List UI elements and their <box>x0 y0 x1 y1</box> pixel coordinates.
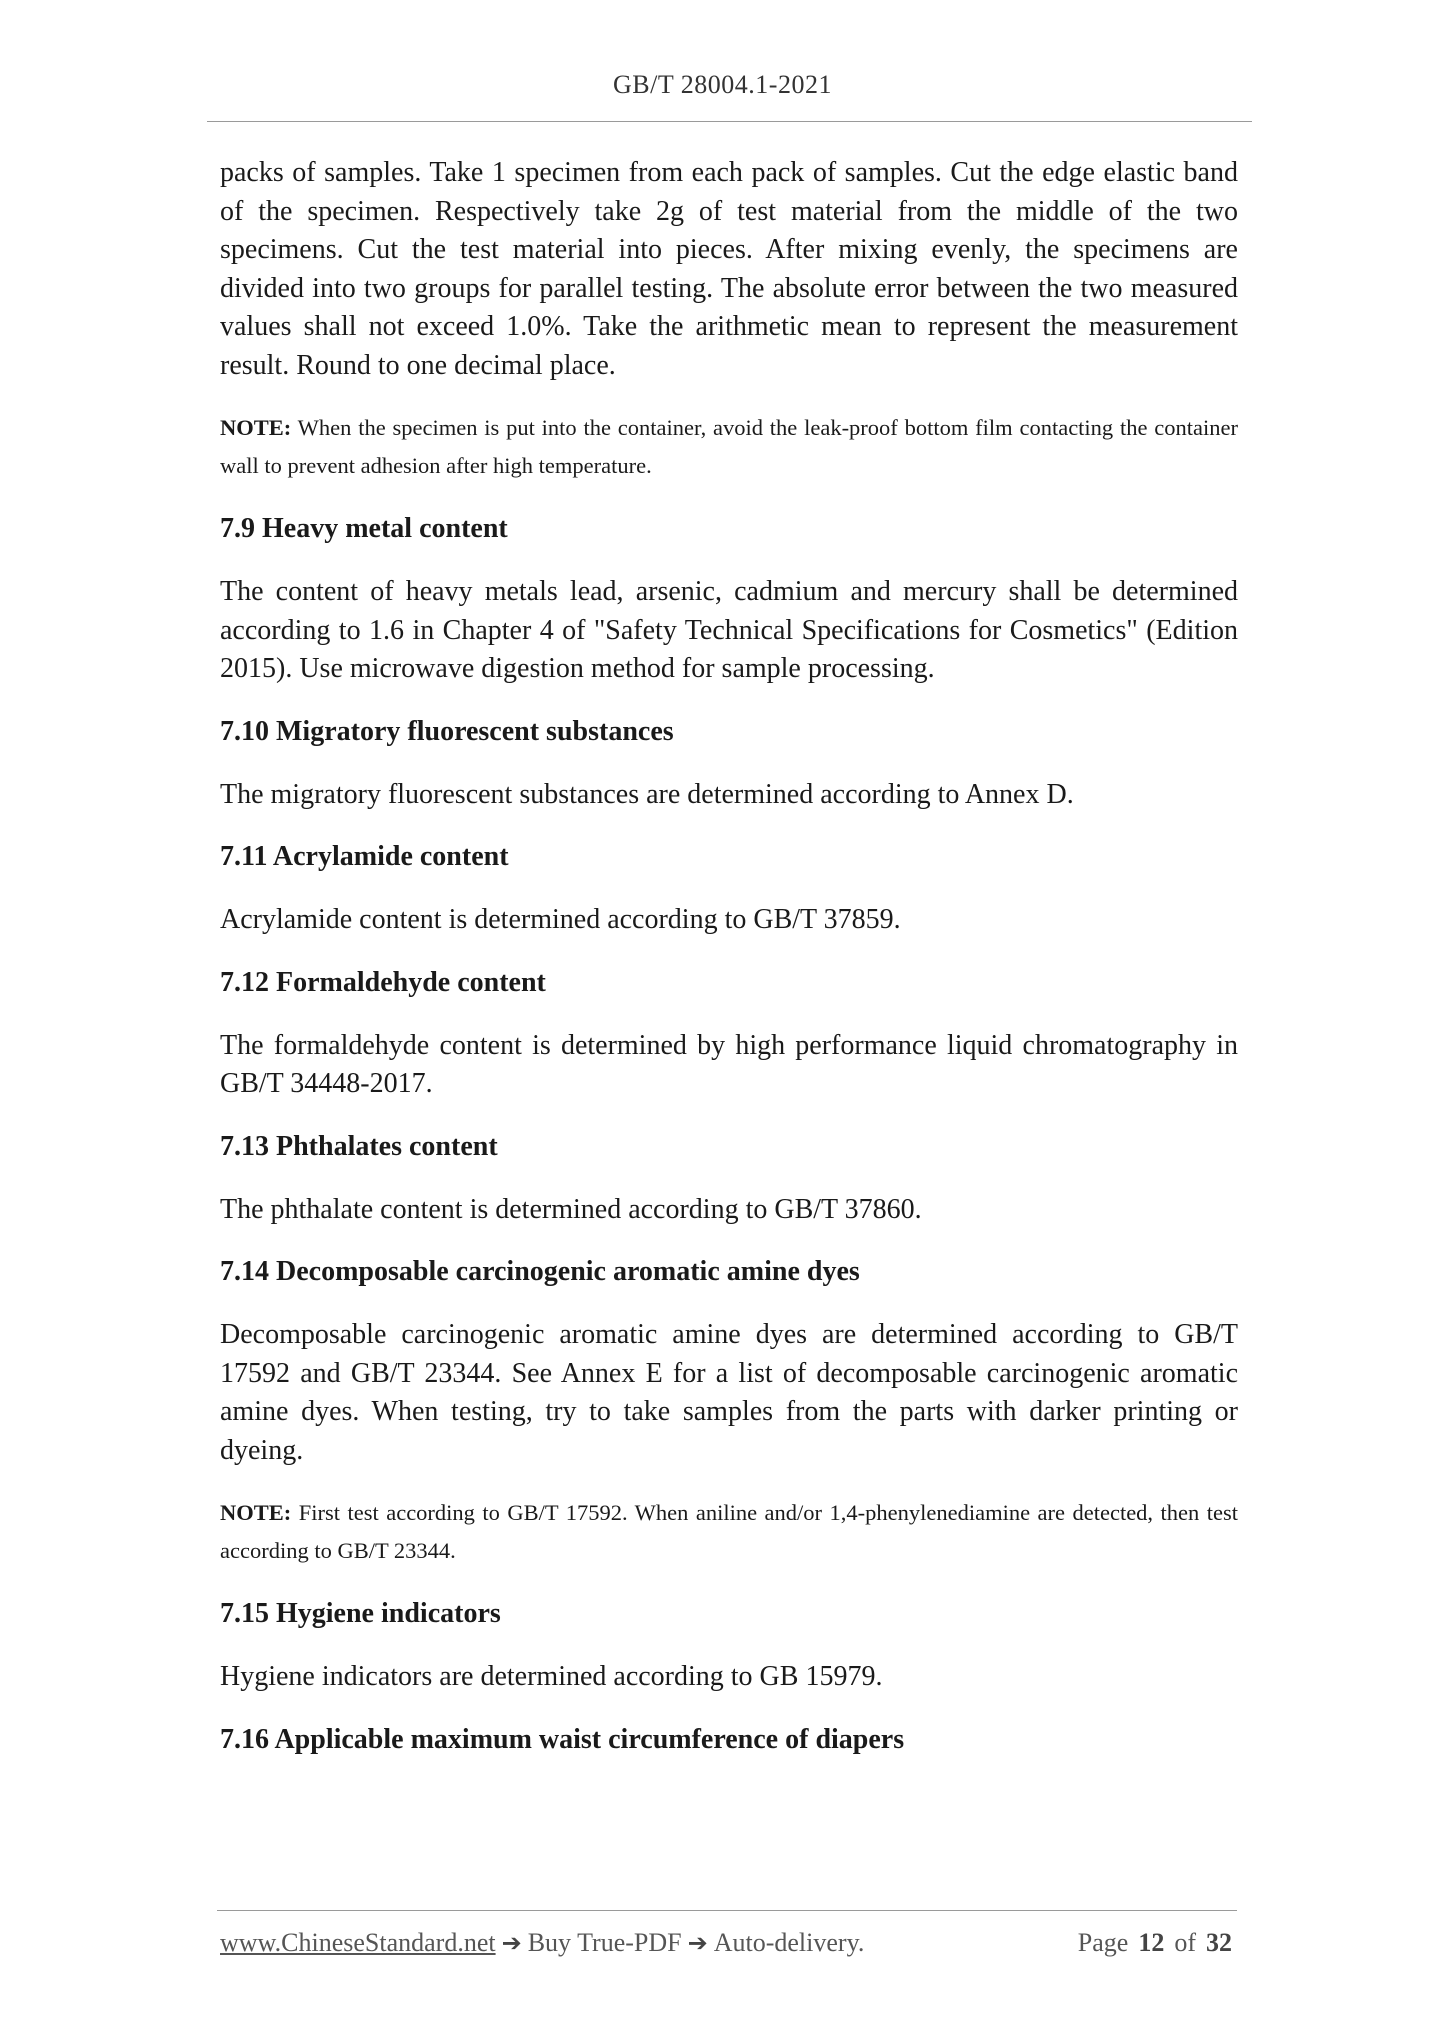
note-2-label: NOTE: <box>220 1500 292 1525</box>
intro-paragraph: packs of samples. Take 1 specimen from each pack of samples. Cut the edge elastic band of the specimen. Respectively take 2g of test material from the middle of the two specimens. Cut the test material into pieces. After mixing evenly, the specimens are divided into two groups for parallel testing. The absolute error between the two measured values shall not exceed 1.0%. Take the arithmetic mean to represent the measurement result. Round to one decimal place. <box>220 157 1238 381</box>
section-7-10-text: The migratory fluorescent substances are determined according to Annex D. <box>220 778 1074 810</box>
section-7-10-heading: 7.10 Migratory fluorescent substances <box>220 715 674 747</box>
page-number: 12 <box>1138 1928 1165 1957</box>
note-2 <box>220 1494 1238 1570</box>
section-7-16-heading: 7.16 Applicable maximum waist circumference of diapers <box>220 1723 905 1755</box>
section-7-15-heading: 7.15 Hygiene indicators <box>220 1598 501 1629</box>
section-7-9-text: The content of heavy metals lead, arsenic, cadmium and mercury shall be determined according to 1.6 in Chapter 4 of "Safety Technical Specifications for Cosmetics" (Edition 2015). Use microwave digestion method for sample processing. <box>220 576 1238 684</box>
page-header: GB/T 28004.1-2021 <box>613 70 832 99</box>
footer-divider <box>217 1910 1237 1911</box>
note-1 <box>220 409 1238 485</box>
of-label: of <box>1174 1928 1196 1957</box>
footer-promo <box>220 1928 864 1958</box>
auto-delivery-text: Auto-delivery. <box>713 1928 865 1957</box>
buy-true-pdf-text: Buy True-PDF <box>527 1928 682 1957</box>
right-arrow-icon: ➔ <box>501 1929 522 1957</box>
section-7-13-heading: 7.13 Phthalates content <box>220 1130 498 1162</box>
section-7-15-text: Hygiene indicators are determined according to GB 15979. <box>220 1661 883 1692</box>
note-1-label: NOTE: <box>220 415 292 440</box>
page-indicator <box>1078 1928 1232 1958</box>
section-7-13-text: The phthalate content is determined according to GB/T 37860. <box>220 1193 922 1225</box>
page-footer <box>220 1928 1232 1968</box>
header-divider <box>207 121 1252 122</box>
page-label: Page <box>1077 1928 1129 1957</box>
document-content <box>220 154 1238 1759</box>
note-1-text: When the specimen is put into the container, avoid the leak-proof bottom film contacting the container wall to prevent adhesion after high temperature. <box>220 415 1238 478</box>
note-2-text: First test according to GB/T 17592. When aniline and/or 1,4-phenylenediamine are detected, then test according to GB/T 23344. <box>220 1500 1238 1563</box>
section-7-11-heading: 7.11 Acrylamide content <box>220 841 509 872</box>
section-7-12-heading: 7.12 Formaldehyde content <box>220 966 546 998</box>
section-7-9-heading: 7.9 Heavy metal content <box>220 513 508 544</box>
website-link[interactable]: www.ChineseStandard.net <box>220 1928 496 1957</box>
section-7-11-text: Acrylamide content is determined according to GB/T 37859. <box>220 904 901 935</box>
section-7-14-heading: 7.14 Decomposable carcinogenic aromatic amine dyes <box>220 1256 860 1287</box>
right-arrow-icon: ➔ <box>687 1929 708 1957</box>
total-pages: 32 <box>1206 1928 1232 1957</box>
section-7-12-text: The formaldehyde content is determined by high performance liquid chromatography in GB/T 34448-2017. <box>220 1029 1238 1099</box>
section-7-14-text: Decomposable carcinogenic aromatic amine dyes are determined according to GB/T 17592 and GB/T 23344. See Annex E for a list of decomposable carcinogenic aromatic amine dyes. When testing, try to take samples from the parts with darker printing or dyeing. <box>220 1319 1238 1466</box>
